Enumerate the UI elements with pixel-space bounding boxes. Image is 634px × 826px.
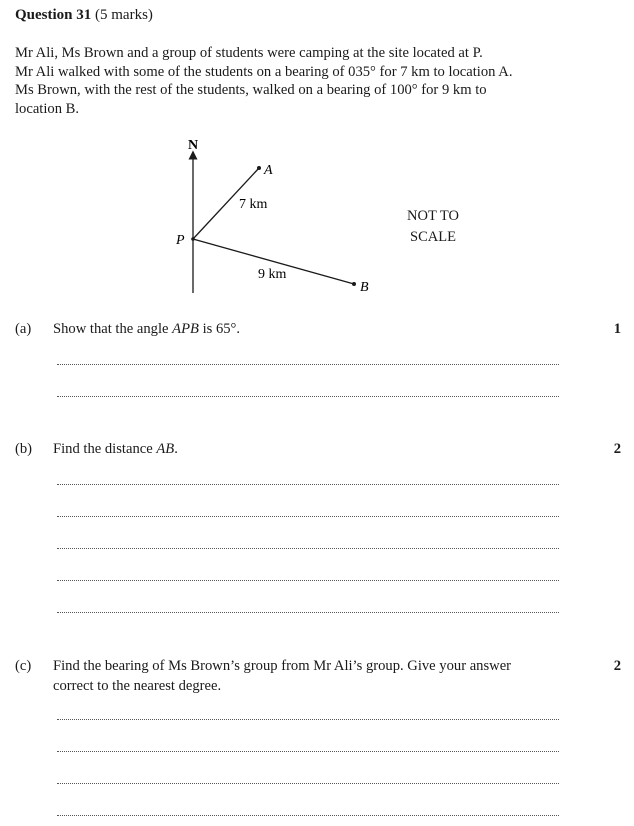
distance-pa-label: 7 km <box>239 197 268 212</box>
note-line: SCALE <box>410 228 456 245</box>
answer-line[interactable] <box>57 815 559 816</box>
part-text-em: AB <box>156 441 175 457</box>
part-label: (a) <box>15 321 32 337</box>
note-line: NOT TO <box>407 208 459 224</box>
part-label: (c) <box>15 658 32 674</box>
answer-line[interactable] <box>57 396 559 397</box>
part-text-em: APB <box>172 321 199 337</box>
intro-line: location B. <box>15 100 80 117</box>
point-a-label: A <box>264 163 273 178</box>
point-b-label: B <box>360 280 369 295</box>
point-p-label: P <box>176 233 185 248</box>
answer-line[interactable] <box>57 516 559 517</box>
distance-pb-label: 9 km <box>258 267 287 282</box>
north-label: N <box>188 138 199 153</box>
intro-line: Mr Ali walked with some of the students on a bearing of 035° for 7 km to location A. <box>15 63 513 80</box>
part-text <box>53 439 573 459</box>
answer-line[interactable] <box>57 364 559 365</box>
point-a-dot <box>257 166 261 170</box>
part-c <box>0 656 634 698</box>
question-marks: (5 marks) <box>95 7 153 23</box>
answer-line[interactable] <box>57 719 559 720</box>
part-text-pre: Show that the angle <box>53 321 173 337</box>
part-marks: 2 <box>613 441 621 457</box>
part-marks: 2 <box>613 658 621 674</box>
part-text-line: correct to the nearest degree. <box>53 678 222 694</box>
answer-line[interactable] <box>57 783 559 784</box>
part-text <box>53 319 573 339</box>
answer-line[interactable] <box>57 751 559 752</box>
intro-line: Mr Ali, Ms Brown and a group of students were camping at the site located at P. <box>15 45 483 61</box>
answer-line[interactable] <box>57 580 559 581</box>
intro-line: Ms Brown, with the rest of the students, walked on a bearing of 100° for 9 km to <box>15 82 487 98</box>
answer-line[interactable] <box>57 548 559 549</box>
part-text-pre: Find the distance <box>53 441 157 457</box>
question-label: Question 31 <box>15 7 92 23</box>
part-marks: 1 <box>613 321 621 337</box>
not-to-scale-note <box>393 206 473 247</box>
point-p-dot <box>191 237 195 241</box>
part-label: (b) <box>15 441 33 457</box>
answer-line[interactable] <box>57 612 559 613</box>
part-text-post: . <box>174 441 178 457</box>
answer-line[interactable] <box>57 484 559 485</box>
point-b-dot <box>352 282 356 286</box>
part-text-line: Find the bearing of Ms Brown’s group from Mr Ali’s group. Give your answer <box>53 658 512 674</box>
part-text-post: is 65°. <box>198 321 241 337</box>
